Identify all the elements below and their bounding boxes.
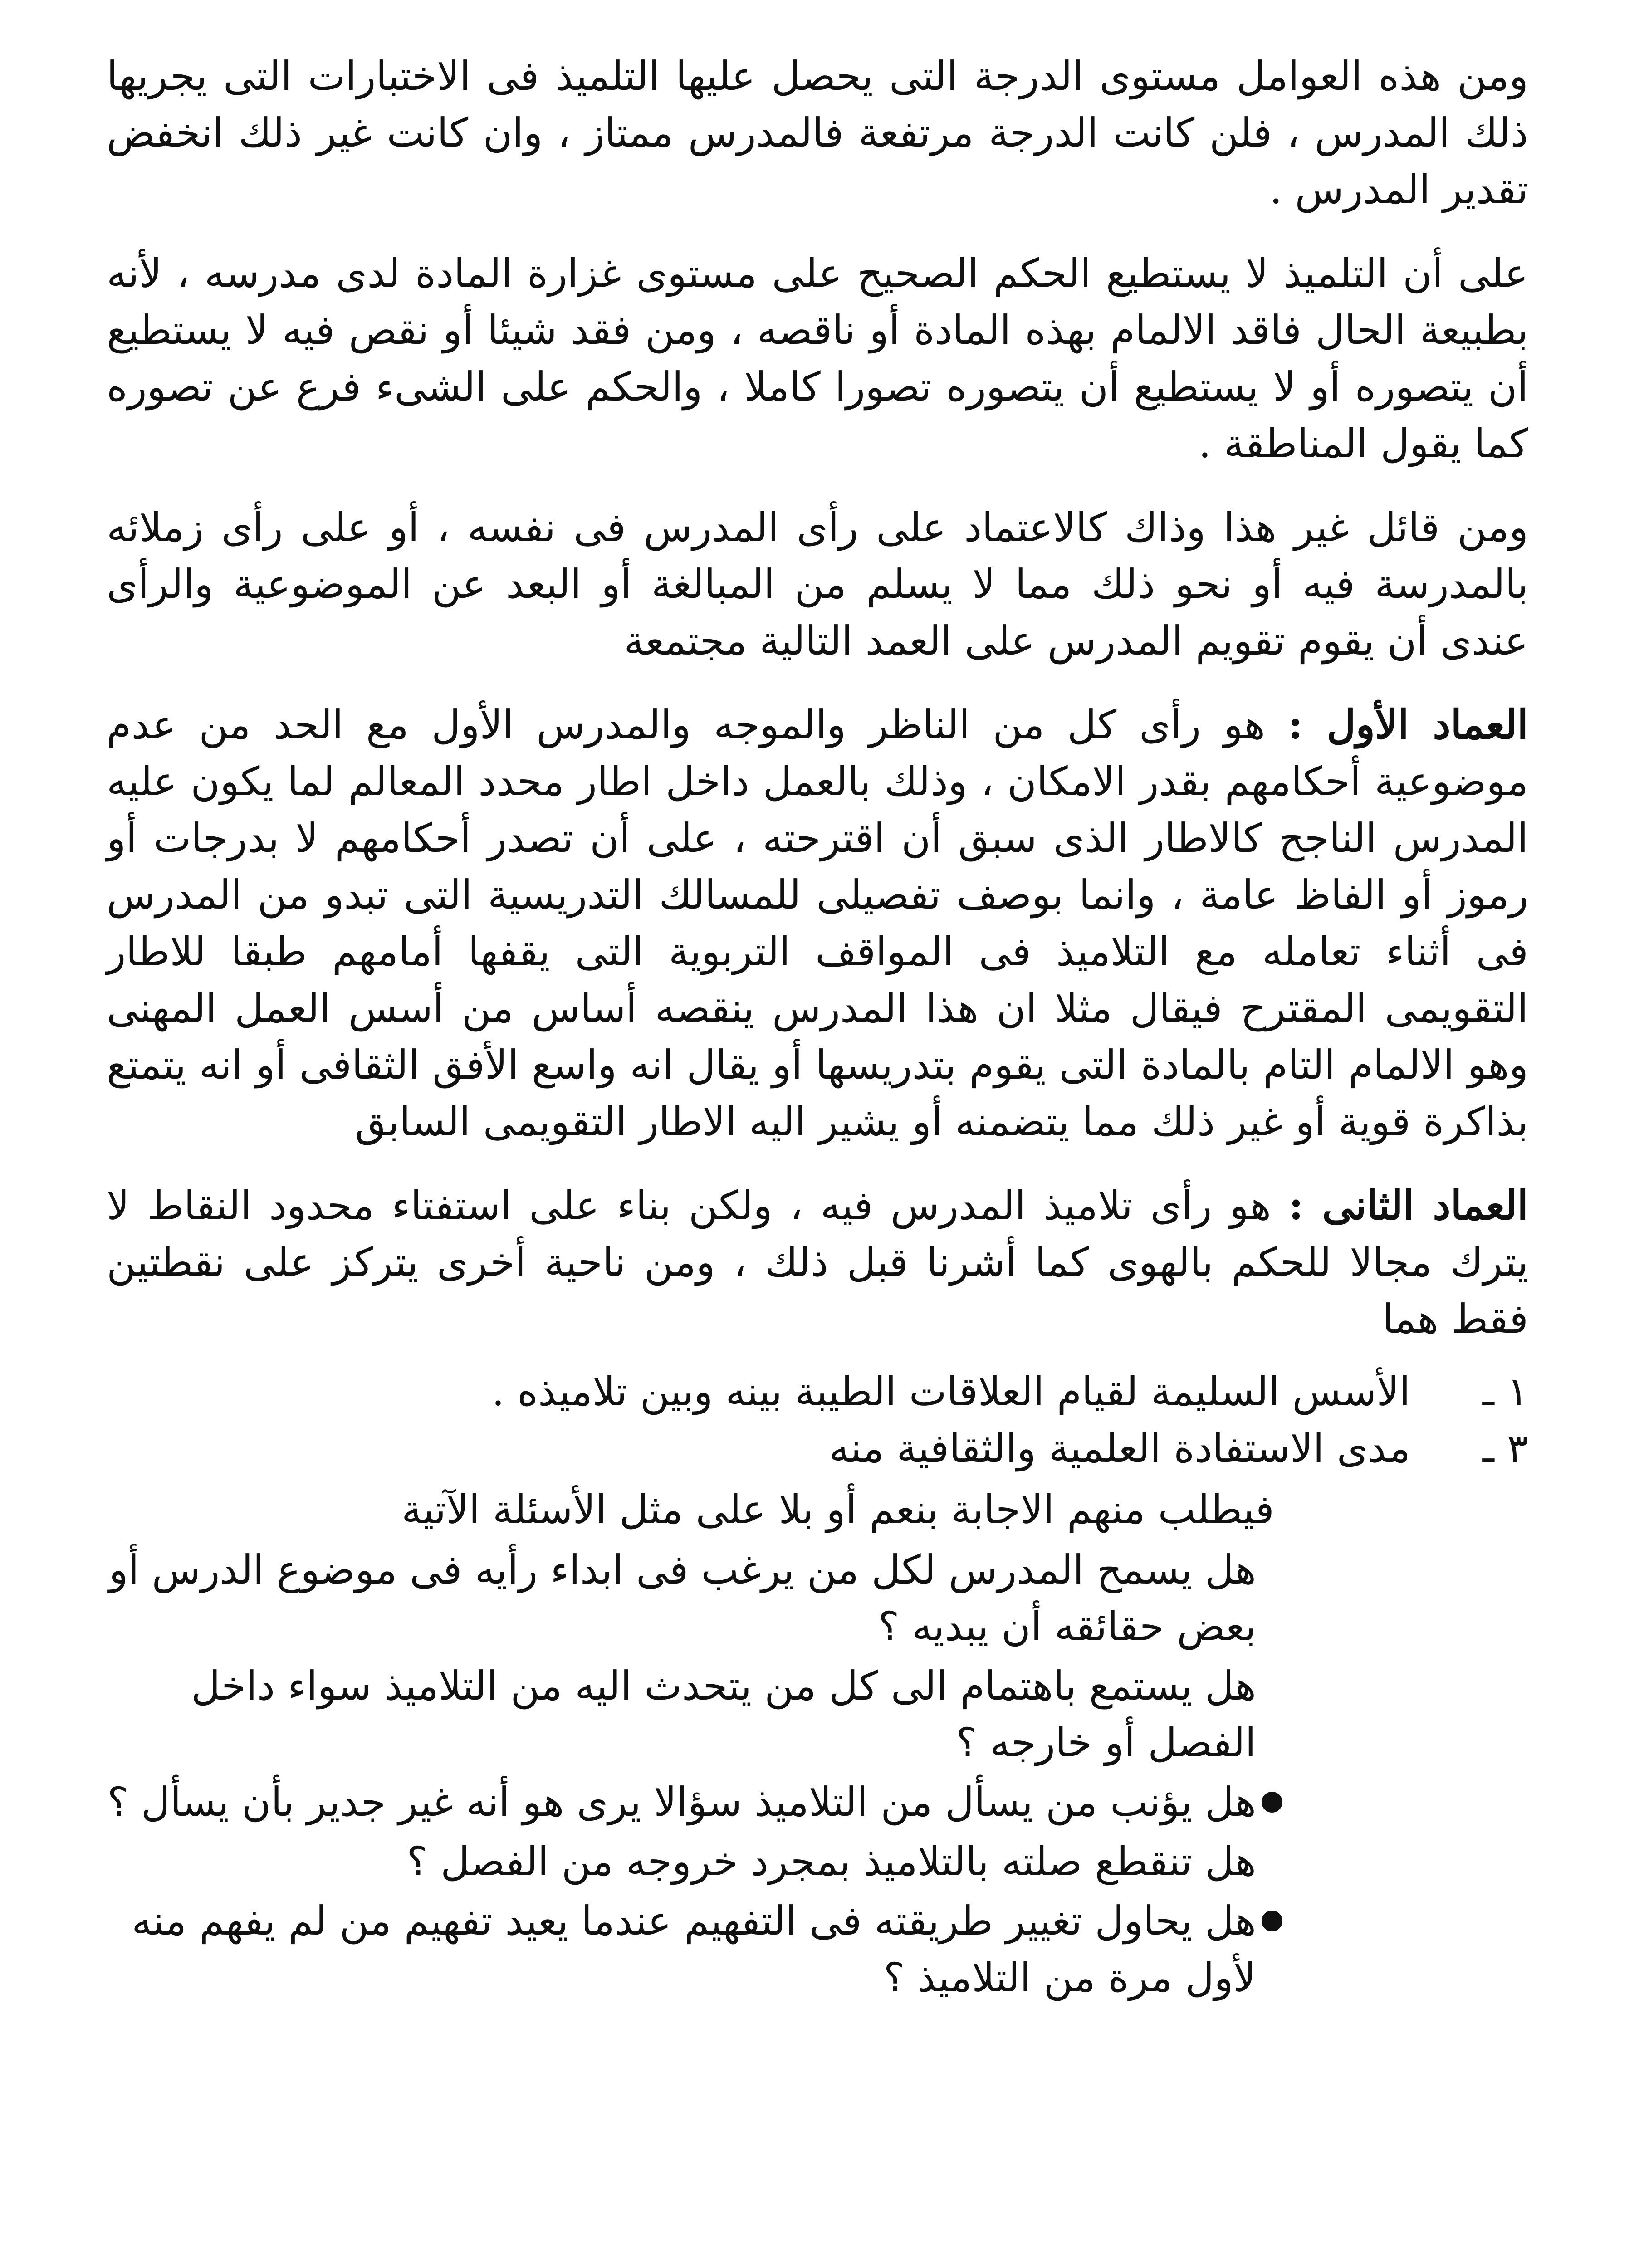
point-item (107, 1363, 1528, 1420)
question-item (107, 1833, 1256, 1890)
question-text: هل تنقطع صلته بالتلاميذ بمجرد خروجه من الفصل ؟ (406, 1838, 1256, 1885)
ask-line: فيطلب منهم الاجابة بنعم أو بلا على مثل الأسئلة الآتية (401, 1486, 1274, 1533)
question-text: هل يحاول تغيير طريقته فى التفهيم عندما يعيد تفهيم من لم يفهم منه لأول مرة من التلاميذ ؟ (132, 1897, 1256, 2001)
paragraph-1: ومن هذه العوامل مستوى الدرجة التى يحصل عليها التلميذ فى الاختبارات التى يجريها ذلك المدرس ، فلن كانت الدرجة مرتفعة فالمدرس ممتاز ، وان كانت غير ذلك انخفض تقدير المدرس . (107, 53, 1528, 213)
paragraph-3: ومن قائل غير هذا وذاك كالاعتماد على رأى المدرس فى نفسه ، أو على رأى زملائه بالمدرسة فيه أو نحو ذلك مما لا يسلم من المبالغة أو البعد عن الموضوعية والرأى عندى أن يقوم تقويم المدرس على العمد التالية مجتمعة (107, 504, 1528, 664)
question-text: هل يستمع باهتمام الى كل من يتحدث اليه من التلاميذ سواء داخل الفصل أو خارجه ؟ (191, 1662, 1256, 1766)
pillar-2-heading: العماد الثانى : (1288, 1182, 1528, 1229)
text-column (107, 48, 1528, 2009)
bullet-dot-icon (1262, 1792, 1282, 1813)
question-item (107, 1892, 1256, 2006)
point-item (107, 1420, 1528, 1476)
pillar-2 (107, 1177, 1528, 1347)
pillar-2-text: هو رأى تلاميذ المدرس فيه ، ولكن بناء على استفتاء محدود النقاط لا يترك مجالا للحكم بالهوى كما أشرنا قبل ذلك ، ومن ناحية أخرى يتركز على نقطتين فقط هما (107, 1182, 1528, 1342)
point-text: الأسس السليمة لقيام العلاقات الطيبة بينه وبين تلاميذه . (492, 1368, 1410, 1415)
point-number: ٣ ـ (1482, 1425, 1528, 1471)
pillar-1 (107, 696, 1528, 1150)
paragraph-2: على أن التلميذ لا يستطيع الحكم الصحيح على مستوى غزارة المادة لدى مدرسه ، لأنه بطبيعة الحال فاقد الالمام بهذه المادة أو ناقصه ، ومن فقد شيئا أو نقص فيه لا يستطيع أن يتصوره أو لا يستطيع أن يتصوره تصورا كاملا ، والحكم على الشىء فرع عن تصوره كما يقول المناطقة . (107, 250, 1528, 467)
question-item (107, 1657, 1256, 1771)
questions-list (107, 1541, 1528, 2006)
points-list (107, 1363, 1528, 1476)
pillar-1-text: هو رأى كل من الناظر والموجه والمدرس الأول مع الحد من عدم موضوعية أحكامهم بقدر الامكان ، وذلك بالعمل داخل اطار محدد المعالم لما يكون عليه المدرس الناجح كالاطار الذى سبق أن اقترحته ، على أن تصدر أحكامهم لا بدرجات أو رموز أو الفاظ عامة ، وانما بوصف تفصيلى للمسالك التدريسية التى تبدو من المدرس فى أثناء تعامله مع التلاميذ فى المواقف التربوية التى يقفها أمامهم طبقا للاطار التقويمى المقترح فيقال مثلا ان هذا المدرس ينقصه أساس من أسس العمل المهنى وهو الالمام التام بالمادة التى يقوم بتدريسها أو يقال انه واسع الأفق الثقافى أو انه يتمتع بذاكرة قوية أو غير ذلك مما يتضمنه أو يشير اليه الاطار التقويمى السابق (107, 701, 1529, 1145)
point-text: مدى الاستفادة العلمية والثقافية منه (829, 1425, 1410, 1471)
question-text: هل يؤنب من يسأل من التلاميذ سؤالا يرى هو أنه غير جدير بأن يسأل ؟ (107, 1779, 1256, 1825)
point-number: ١ ـ (1482, 1368, 1528, 1415)
question-text: هل يسمح المدرس لكل من يرغب فى ابداء رأيه فى موضوع الدرس أو بعض حقائقه أن يبديه ؟ (108, 1546, 1256, 1650)
bullet-dot-icon (1262, 1911, 1282, 1931)
pillar-1-heading: العماد الأول : (1288, 701, 1528, 748)
question-item (107, 1774, 1256, 1830)
question-item (107, 1541, 1256, 1655)
